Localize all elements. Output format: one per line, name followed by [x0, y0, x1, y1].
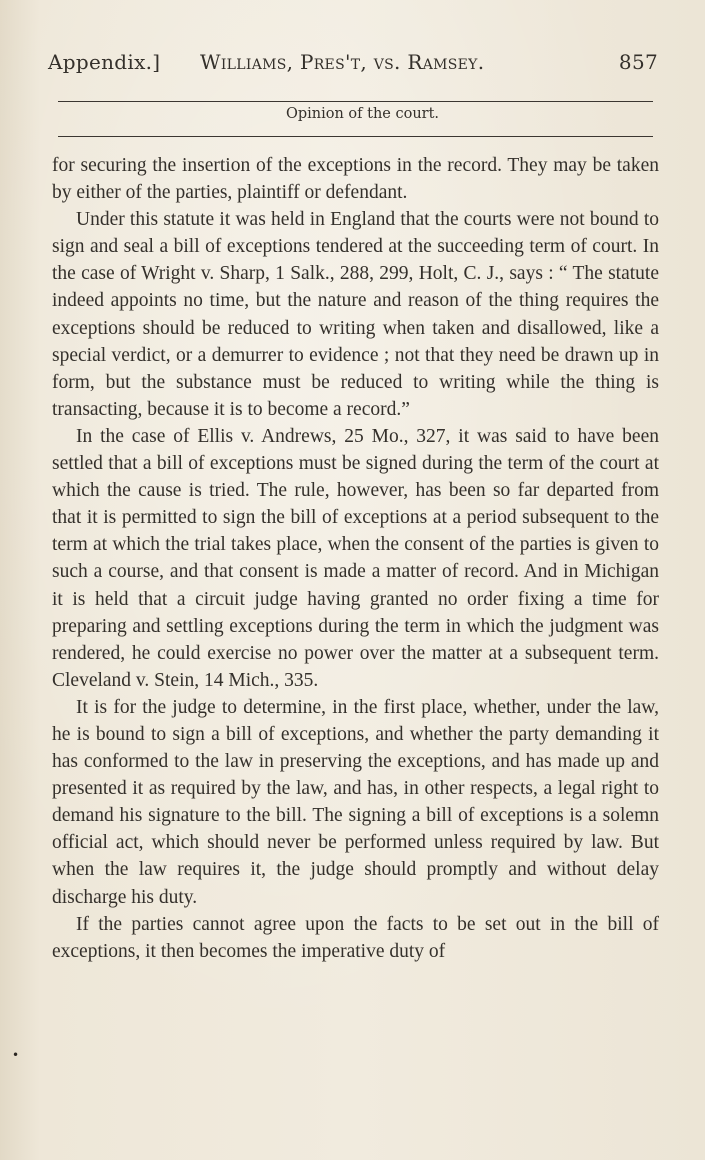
paragraph: In the case of Ellis v. Andrews, 25 Mo., 327, it was said to have been settled that a bill of exceptions must be signed during the term of the court at which the cause is tried. The rule, however, has been so far departed from that it is permitted to sign the bill of exceptions at a period subsequent to the term at which the trial takes place, when the consent of the parties is given to such a course, and that consent is made a matter of record. And in Michigan it is held that a circuit judge having granted no order fixing a time for preparing and settling exceptions during the term in which the judgment was rendered, he could exercise no power over the matter at a subsequent term. Cleveland v. Stein, 14 Mich., 335.	[52, 425, 659, 691]
paragraph-continued: for securing the insertion of the exceptions in the record. They may be taken by either of the parties, plaintiff or defendant.	[52, 155, 659, 204]
paragraph: Under this statute it was held in England that the courts were not bound to sign and seal a bill of exceptions tendered at the succeeding term of court. In the case of Wright v. Sharp, 1 Salk., 288, 299, Holt, C. J., says : “ The statute indeed appoints no time, but the nature and reason of the thing requires the exceptions should be reduced to writing when taken and disallowed, like a special verdict, or a demurrer to evidence ; not that they need be drawn up in form, but the substance must be reduced to writing while the thing is transacting, because it is to become a record.”	[52, 209, 659, 420]
running-header	[48, 50, 658, 86]
paragraph: It is for the judge to determine, in the first place, whether, under the law, he is bound to sign a bill of exceptions, and whether the party demanding it has conformed to the law in preserving the exceptions, and has made up and presented it as required by the law, and has, in other respects, a legal right to demand his signature to the bill. The signing a bill of exceptions is a solemn official act, which should never be performed unless required by law. But when the law requires it, the judge should promptly and without delay discharge his duty.	[52, 696, 659, 908]
margin-mark: •	[12, 1048, 20, 1062]
header-rule-top	[58, 101, 653, 102]
section-heading: Opinion of the court.	[285, 106, 440, 122]
opinion-text	[52, 152, 659, 965]
paragraph: If the parties cannot agree upon the facts to be set out in the bill of exceptions, it then becomes the imperative duty of	[52, 913, 659, 962]
header-rule-bottom	[58, 136, 653, 137]
running-title: Williams, Pres't, vs. Ramsey.	[200, 50, 485, 74]
page-number: 857	[618, 50, 658, 74]
section-label: Appendix.]	[48, 50, 161, 74]
